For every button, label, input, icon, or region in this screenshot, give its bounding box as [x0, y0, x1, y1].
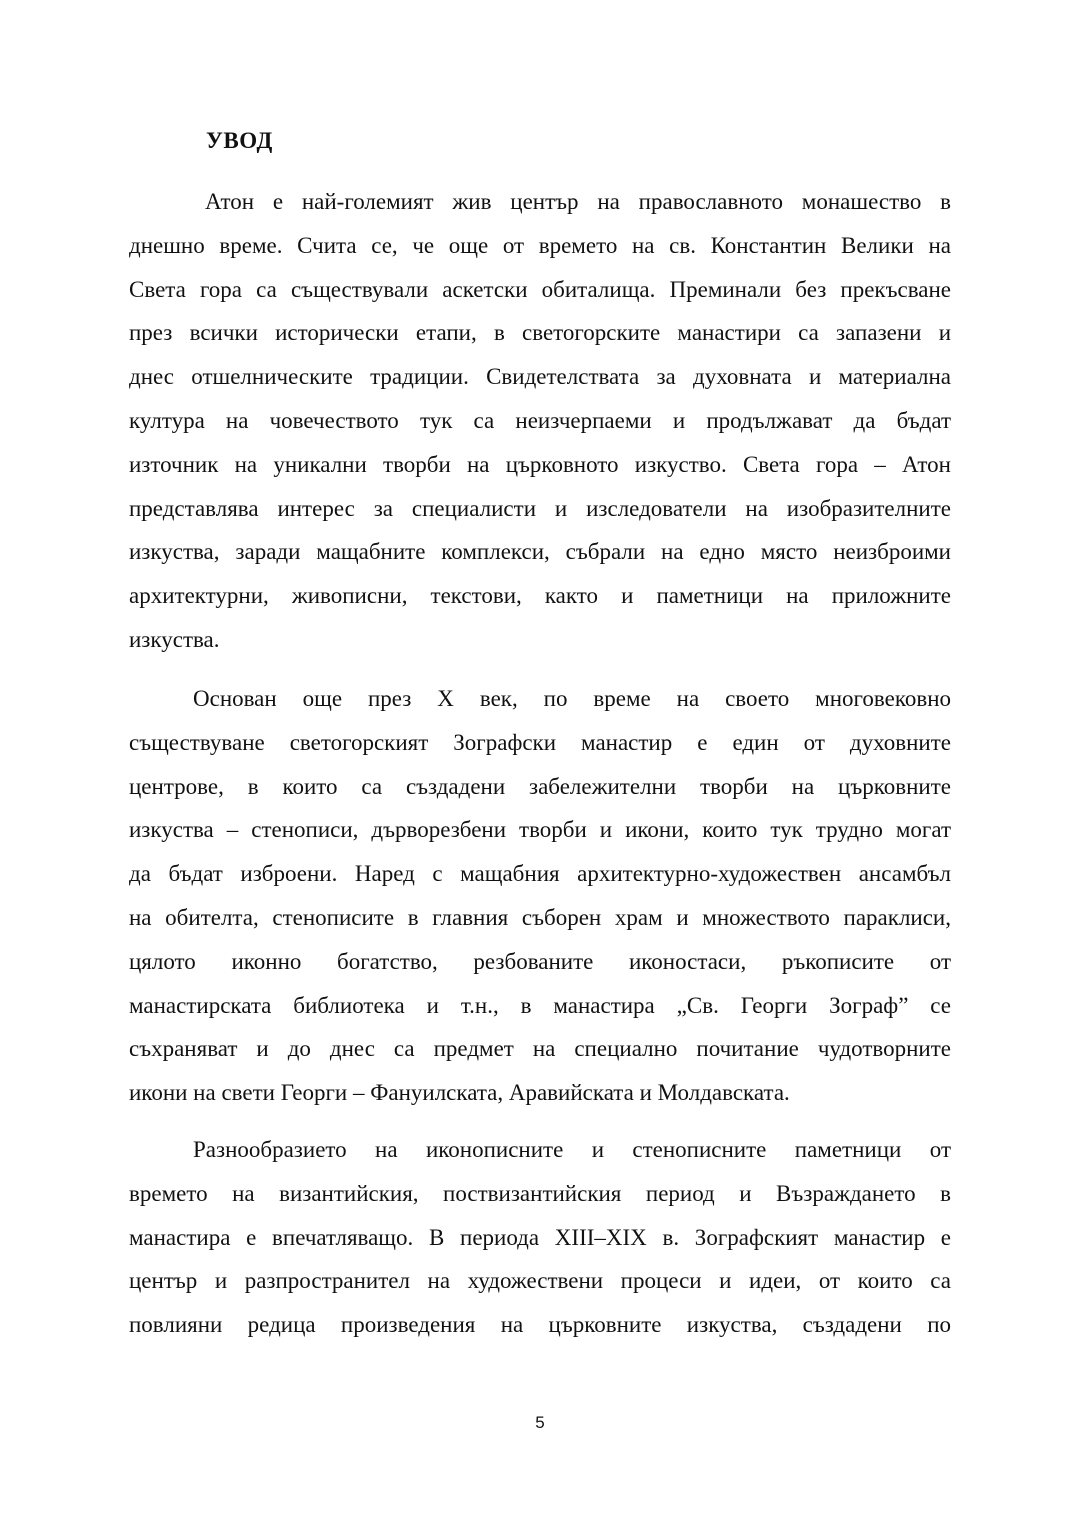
paragraph-line: икони на свети Георги – Фануилската, Аравийската и Молдавската. — [129, 1080, 790, 1106]
paragraph-line: манастирската библиотека и т.н., в манастира „Св. Георги Зограф” се — [129, 992, 951, 1018]
paragraph-line: през всички исторически етапи, в светогорските манастири са запазени и — [129, 320, 951, 346]
paragraph-line: съхраняват и до днес са предмет на специално почитание чудотворните — [129, 1036, 951, 1062]
paragraph-line: центрове, в които са създадени забележителни творби на църковните — [129, 773, 951, 799]
paragraph-line: манастира е впечатляващо. В периода XIII–XIX в. Зографският манастир е — [129, 1224, 951, 1250]
paragraph-line: култура на човечеството тук са неизчерпаеми и продължават да бъдат — [129, 407, 951, 433]
paragraph-line: днешно време. Счита се, че още от времето на св. Константин Велики на — [129, 232, 951, 258]
paragraph-3 — [129, 1128, 951, 1347]
paragraph-line: изкуства – стенописи, дърворезбени творби и икони, които тук трудно могат — [129, 817, 951, 843]
paragraph-line: изкуства. — [129, 626, 220, 652]
paragraph-line: повлияни редица произведения на църковните изкуства, създадени по — [129, 1312, 951, 1338]
paragraph-line: днес отшелническите традиции. Свидетелствата за духовната и материална — [129, 364, 951, 390]
paragraph-line: съществуване светогорският Зографски манастир е един от духовните — [129, 729, 951, 755]
paragraph-line: времето на византийския, поствизантийския период и Възраждането в — [129, 1180, 951, 1206]
paragraph-line: да бъдат изброени. Наред с мащабния архитектурно-художествен ансамбъл — [129, 861, 951, 887]
paragraph-line: архитектурни, живописни, текстови, както и паметници на приложните — [129, 583, 951, 609]
page-number: 5 — [535, 1413, 545, 1432]
paragraph-line: изкуства, заради мащабните комплекси, събрали на едно място неизброими — [129, 539, 951, 565]
paragraph-line: представлява интерес за специалисти и изследователи на изобразителните — [129, 495, 951, 521]
paragraph-line: Света гора са съществували аскетски обиталища. Преминали без прекъсване — [129, 276, 951, 302]
paragraph-line: Разнообразието на иконописните и стенописните паметници от — [193, 1137, 951, 1162]
paragraph-1 — [129, 180, 951, 662]
paragraph-line: Атон е най-големият жив център на православното монашество в — [205, 189, 951, 214]
paragraph-line: център и разпространител на художествени процеси и идеи, от които са — [129, 1268, 951, 1294]
paragraph-line: цялото иконно богатство, резбованите иконостаси, ръкописите от — [129, 948, 951, 974]
paragraph-line: на обителта, стенописите в главния съборен храм и множеството параклиси, — [129, 904, 951, 930]
paragraph-2 — [129, 677, 951, 1115]
paragraph-line: източник на уникални творби на църковното изкуство. Света гора – Атон — [129, 451, 951, 477]
section-heading: УВОД — [206, 128, 273, 153]
paragraph-line: Основан още през X век, по време на своето многовековно — [193, 686, 951, 711]
